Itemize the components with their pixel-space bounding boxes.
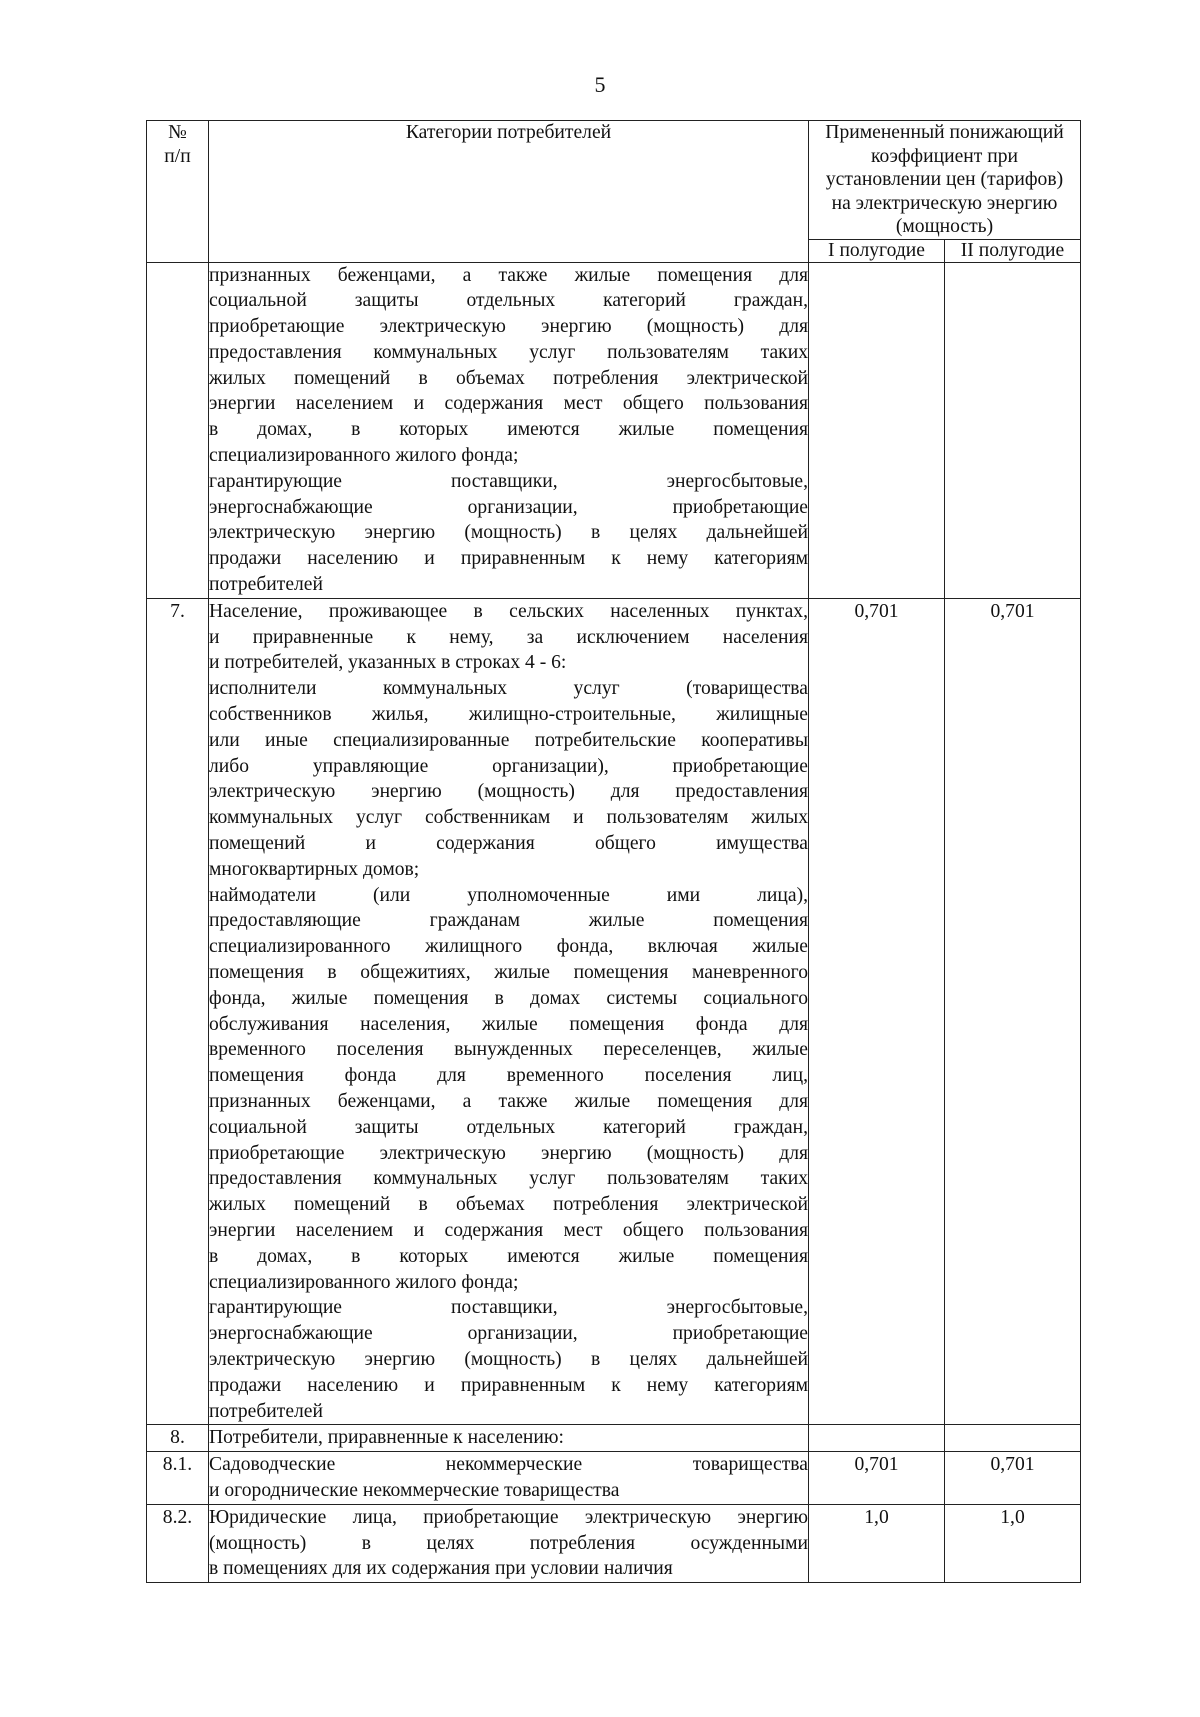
category-text-line: многоквартирных домов; (209, 858, 420, 880)
category-text-line: потребителей (209, 574, 323, 596)
category-text-line: жилых помещений в объемах потребления электрической (209, 367, 808, 389)
category-text-line: и потребителей, указанных в строках 4 - 6: (209, 652, 567, 674)
row-number (147, 262, 209, 598)
row-category (209, 1425, 809, 1452)
category-text-line: предоставляющие гражданам жилые помещения (209, 910, 808, 932)
category-text-line: и огороднические некоммерческие товарищества (209, 1479, 620, 1501)
header-coefficient-line: на электрическую энергию (831, 192, 1058, 214)
header-second-half: II полугодие (945, 239, 1081, 262)
header-coefficient-line: коэффициент при (871, 145, 1019, 167)
value-second-half (945, 1425, 1081, 1452)
header-coefficient-line: (мощность) (895, 216, 994, 237)
category-text-line: (мощность) в целях потребления осужденными (209, 1532, 808, 1554)
category-text-line: приобретающие электрическую энергию (мощность) для (209, 316, 808, 338)
category-text-line: фонда, жилые помещения в домах системы социального (209, 987, 808, 1009)
category-text-line: социальной защиты отдельных категорий граждан, (209, 1116, 808, 1138)
value-second-half: 1,0 (945, 1504, 1081, 1582)
value-first-half (809, 1425, 945, 1452)
category-text-line: обслуживания населения, жилые помещения фонда для (209, 1013, 808, 1035)
category-text-line: и приравненные к нему, за исключением населения (209, 626, 808, 648)
value-first-half (809, 262, 945, 598)
value-first-half: 0,701 (809, 598, 945, 1425)
header-number-abbr: п/п (164, 146, 191, 167)
category-text-line: специализированного жилого фонда; (209, 1271, 519, 1293)
category-text-line: энергоснабжающие организации, приобретающие (209, 496, 808, 518)
table-row (147, 1504, 1081, 1582)
category-text-line: специализированного жилищного фонда, включая жилые (209, 936, 808, 958)
header-coefficient-line: Примененный понижающий (825, 122, 1064, 143)
value-second-half: 0,701 (945, 598, 1081, 1425)
header-number-sign: № (168, 122, 187, 143)
category-text-line: энергии населением и содержания мест общего пользования (209, 1219, 808, 1241)
category-text-line: Юридические лица, приобретающие электрическую энергию (209, 1506, 808, 1528)
category-text-line: специализированного жилого фонда; (209, 445, 519, 467)
header-first-half: I полугодие (809, 239, 945, 262)
category-text-line: гарантирующие поставщики, энергосбытовые, (209, 1297, 808, 1319)
category-text-line: в помещениях для их содержания при условии наличия (209, 1558, 673, 1580)
category-text-line: электрическую энергию (мощность) для предоставления (209, 781, 808, 803)
category-text-line: собственников жилья, жилищно-строительные, жилищные (209, 704, 808, 726)
category-text-line: электрическую энергию (мощность) в целях дальнейшей (209, 522, 808, 544)
category-text-line: или иные специализированные потребительские кооперативы (209, 729, 808, 751)
value-first-half: 1,0 (809, 1504, 945, 1582)
row-category (209, 262, 809, 598)
header-number (147, 121, 209, 263)
category-text-line: исполнители коммунальных услуг (товарищества (209, 678, 808, 700)
category-text-line: помещений и содержания общего имущества (209, 833, 808, 855)
category-text-line: социальной защиты отдельных категорий граждан, (209, 290, 808, 312)
category-text-line: предоставления коммунальных услуг пользователям таких (209, 1168, 808, 1190)
table-row (147, 1452, 1081, 1505)
category-text-line: временного поселения вынужденных переселенцев, жилые (209, 1039, 808, 1061)
category-text-line: продажи населению и приравненным к нему категориям (209, 548, 808, 570)
category-text-line: коммунальных услуг собственникам и пользователям жилых (209, 807, 808, 829)
value-second-half (945, 262, 1081, 598)
category-text-line: помещения фонда для временного поселения лиц, (209, 1065, 808, 1087)
category-text-line: потребителей (209, 1400, 323, 1422)
header-coefficient-line: установлении цен (тарифов) (825, 169, 1064, 190)
category-text-line: предоставления коммунальных услуг пользователям таких (209, 341, 808, 363)
category-text-line: продажи населению и приравненным к нему категориям (209, 1374, 808, 1396)
row-number: 7. (147, 598, 209, 1425)
category-text-line: признанных беженцами, а также жилые помещения для (209, 1091, 808, 1112)
row-category (209, 1452, 809, 1505)
category-text-line: жилых помещений в объемах потребления электрической (209, 1194, 808, 1216)
category-text-line: электрическую энергию (мощность) в целях дальнейшей (209, 1348, 808, 1370)
category-text-line: помещения в общежитиях, жилые помещения маневренного (209, 962, 808, 984)
category-text-line: Население, проживающее в сельских населенных пунктах, (209, 600, 808, 622)
table-row (147, 1425, 1081, 1452)
category-text-line: в домах, в которых имеются жилые помещения (209, 419, 808, 441)
value-second-half: 0,701 (945, 1452, 1081, 1505)
row-number: 8.2. (147, 1504, 209, 1582)
category-text-line: энергии населением и содержания мест общего пользования (209, 393, 808, 415)
category-text-line: Потребители, приравненные к населению: (209, 1427, 564, 1449)
category-text-line: наймодатели (или уполномоченные ими лица), (209, 884, 808, 906)
table-body (147, 262, 1081, 1583)
page-number: 5 (594, 72, 606, 97)
table-row (147, 262, 1081, 598)
category-text-line: приобретающие электрическую энергию (мощность) для (209, 1142, 808, 1164)
category-text-line: либо управляющие организации), приобретающие (209, 755, 808, 777)
category-text-line: гарантирующие поставщики, энергосбытовые, (209, 470, 808, 492)
category-text-line: в домах, в которых имеются жилые помещения (209, 1245, 808, 1267)
table-row (147, 598, 1081, 1425)
category-text-line: энергоснабжающие организации, приобретающие (209, 1323, 808, 1345)
category-text-line: признанных беженцами, а также жилые помещения для (209, 264, 808, 286)
header-category: Категории потребителей (209, 121, 809, 263)
row-number: 8.1. (147, 1452, 209, 1505)
category-text-line: Садоводческие некоммерческие товарищества (209, 1454, 808, 1476)
row-number: 8. (147, 1425, 209, 1452)
value-first-half: 0,701 (809, 1452, 945, 1505)
header-coefficient (809, 121, 1081, 240)
row-category (209, 598, 809, 1425)
tariff-table (146, 120, 1081, 1583)
row-category (209, 1504, 809, 1582)
